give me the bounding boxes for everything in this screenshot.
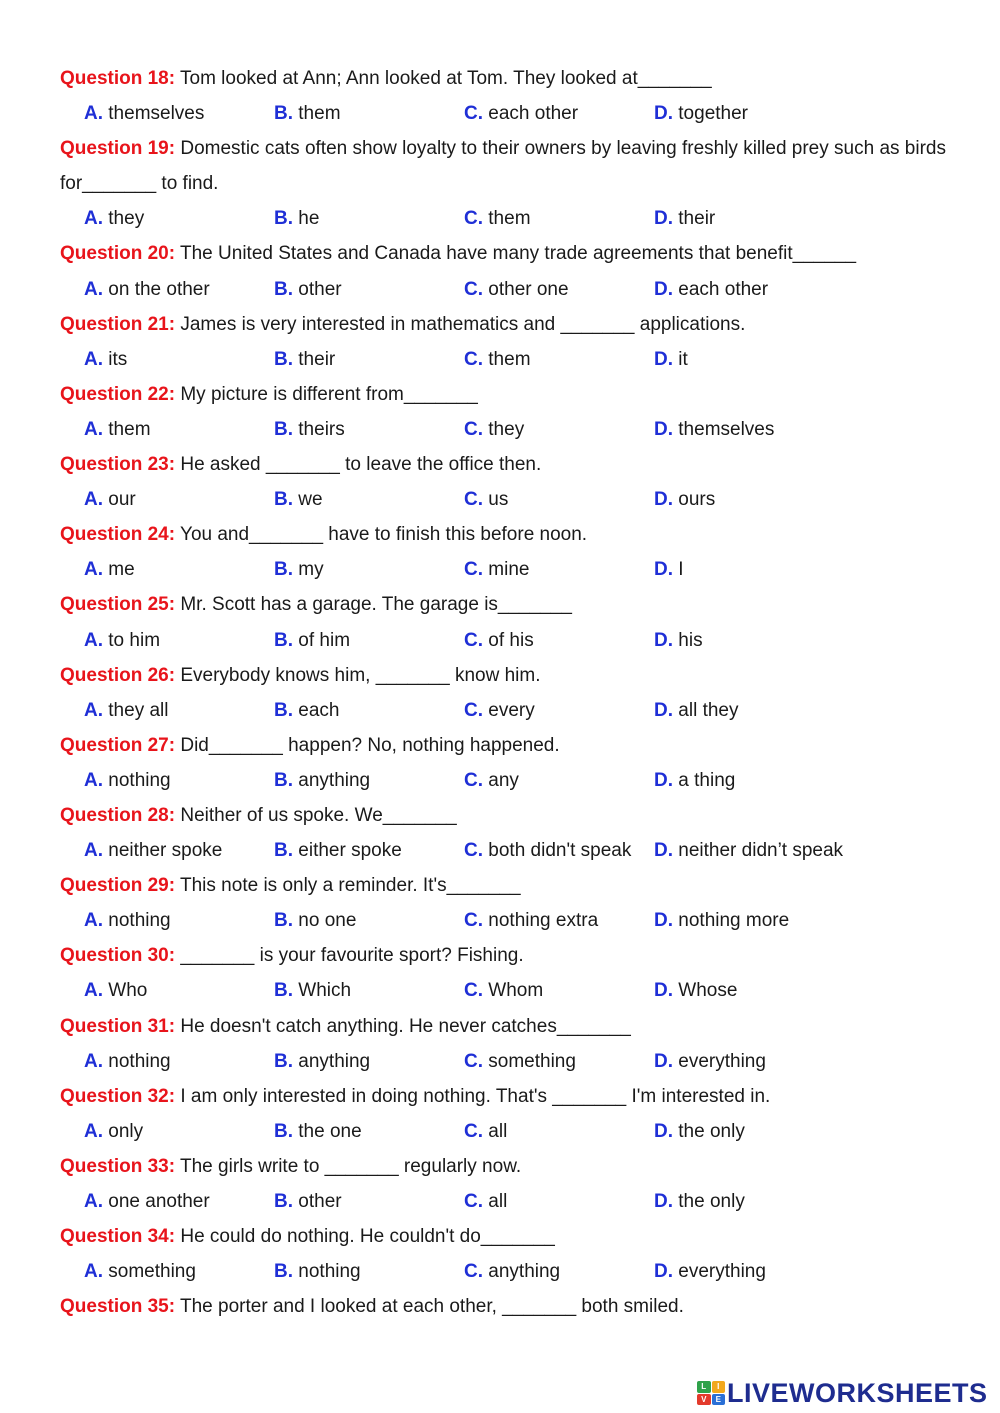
answer-option[interactable] [274,1114,362,1149]
option-text: one another [103,1191,210,1212]
answer-options [60,623,960,658]
option-text: their [673,208,716,230]
answer-option[interactable] [654,1184,745,1219]
option-letter: A. [84,208,103,230]
question-stem [60,131,960,201]
option-letter: B. [274,1050,293,1072]
answer-option[interactable] [464,973,543,1008]
question-label: Question 21: [60,313,176,335]
question-text: You and_______ have to finish this before noon. [175,524,588,546]
answer-option[interactable] [654,1044,766,1079]
answer-options [60,482,960,517]
answer-option[interactable] [654,833,843,868]
option-text: all they [673,699,739,721]
option-letter: C. [464,1191,483,1212]
question-text: He asked _______ to leave the office then. [175,454,542,476]
answer-option[interactable] [84,833,222,868]
answer-option[interactable] [274,693,339,728]
option-text: I [673,559,684,581]
option-letter: C. [464,629,483,651]
option-letter: D. [654,103,673,125]
question-stem [60,658,960,693]
answer-option[interactable] [274,833,402,868]
question-text: Domestic cats often show loyalty to their owners by leaving freshly killed prey such as birds for_______ to find. [60,138,946,195]
option-text: of his [483,629,534,651]
option-letter: B. [274,418,293,440]
answer-option[interactable] [84,96,204,131]
question-stem [60,938,960,973]
answer-option[interactable] [464,1114,507,1149]
option-text: something [483,1050,576,1072]
option-letter: A. [84,1120,103,1142]
answer-options [60,1044,960,1079]
option-letter: D. [654,348,673,370]
question-label: Question 20: [60,243,176,265]
option-letter: D. [654,1050,673,1072]
question-label: Question 27: [60,734,176,756]
answer-option[interactable] [464,693,535,728]
option-letter: C. [464,840,483,862]
option-letter: D. [654,629,673,651]
answer-option[interactable] [464,96,578,131]
answer-option[interactable] [654,693,738,728]
answer-option[interactable] [274,482,323,517]
answer-option[interactable] [274,96,341,131]
option-letter: B. [274,769,293,791]
answer-option[interactable] [274,763,370,798]
answer-option[interactable] [464,482,508,517]
answer-option[interactable] [464,763,519,798]
option-text: other [293,278,342,300]
option-text: us [483,489,509,511]
question-stem [60,1009,960,1044]
question-text: The porter and I looked at each other, _______ both smiled. [175,1296,684,1318]
option-text: nothing more [673,910,790,932]
answer-option[interactable] [654,1254,766,1289]
option-text: nothing extra [483,910,599,932]
option-text: our [103,489,136,511]
option-text: anything [293,769,371,791]
answer-option[interactable] [84,973,147,1008]
answer-option[interactable] [274,552,324,587]
question-text: My picture is different from_______ [175,383,478,405]
option-text: a thing [673,769,736,791]
logo-tile: V [697,1394,711,1406]
question-label: Question 34: [60,1226,176,1248]
answer-option[interactable] [464,412,524,447]
answer-options [60,693,960,728]
answer-options [60,1114,960,1149]
answer-option[interactable] [654,1114,745,1149]
option-letter: A. [84,418,103,440]
option-letter: D. [654,1191,673,1212]
question-label: Question 26: [60,664,176,686]
option-letter: B. [274,840,293,862]
option-text: theirs [293,418,345,440]
question-stem [60,1079,960,1114]
question-label: Question 33: [60,1155,176,1177]
brand-text: LIVEWORKSHEETS [727,1377,988,1408]
option-text: them [293,103,341,125]
question-stem [60,868,960,903]
question-label: Question 18: [60,68,176,89]
question-stem [60,1289,960,1324]
question-text: Tom looked at Ann; Ann looked at Tom. They looked at_______ [175,68,712,89]
question-stem [60,447,960,482]
answer-option[interactable] [84,342,127,377]
option-text: their [293,348,336,370]
answer-options [60,833,960,868]
answer-option[interactable] [274,903,356,938]
answer-option[interactable] [84,693,168,728]
option-letter: A. [84,559,103,581]
option-text: something [103,1261,196,1283]
option-text: nothing [293,1261,361,1283]
option-letter: D. [654,699,673,721]
option-text: they [103,208,145,230]
option-letter: B. [274,1261,293,1283]
option-text: everything [673,1050,766,1072]
answer-option[interactable] [274,973,351,1008]
option-text: each other [673,278,769,300]
option-letter: B. [274,208,293,230]
answer-option[interactable] [464,201,531,236]
option-text: it [673,348,688,370]
option-letter: B. [274,489,293,511]
option-letter: D. [654,278,673,300]
question-text: _______ is your favourite sport? Fishing. [175,945,524,967]
option-text: any [483,769,519,791]
question-stem [60,728,960,763]
option-text: on the other [103,278,210,300]
option-letter: D. [654,418,673,440]
answer-options [60,973,960,1008]
option-text: Whom [483,980,544,1002]
answer-options [60,342,960,377]
question-text: He could do nothing. He couldn't do_______ [175,1226,555,1248]
option-letter: A. [84,840,103,862]
answer-option[interactable] [464,272,569,307]
option-letter: B. [274,1191,293,1212]
answer-options [60,763,960,798]
question-stem [60,307,960,342]
option-letter: A. [84,1261,103,1283]
option-letter: B. [274,980,293,1002]
option-letter: D. [654,489,673,511]
answer-option[interactable] [464,1254,560,1289]
option-text: neither spoke [103,840,223,862]
option-letter: C. [464,559,483,581]
answer-option[interactable] [464,833,631,868]
question-stem [60,377,960,412]
option-letter: A. [84,910,103,932]
option-letter: A. [84,489,103,511]
option-letter: B. [274,629,293,651]
question-stem [60,236,960,271]
option-letter: C. [464,278,483,300]
answer-option[interactable] [654,201,715,236]
answer-option[interactable] [274,1044,370,1079]
question-label: Question 31: [60,1015,176,1037]
option-letter: D. [654,1261,673,1283]
answer-option[interactable] [84,1044,171,1079]
option-text: its [103,348,128,370]
answer-option[interactable] [84,272,210,307]
answer-option[interactable] [274,272,342,307]
option-letter: B. [274,559,293,581]
option-text: everything [673,1261,766,1283]
answer-option[interactable] [654,903,789,938]
logo-tile: E [712,1394,726,1406]
liveworksheets-brand [697,1378,988,1408]
option-letter: A. [84,1050,103,1072]
worksheet [60,61,960,1324]
option-letter: B. [274,910,293,932]
answer-option[interactable] [654,482,715,517]
option-text: both didn't speak [483,840,632,862]
answer-option[interactable] [654,272,768,307]
answer-option[interactable] [84,1114,143,1149]
option-text: other [293,1191,342,1212]
option-letter: A. [84,980,103,1002]
option-text: Who [103,980,148,1002]
option-letter: C. [464,980,483,1002]
answer-option[interactable] [84,763,171,798]
option-letter: C. [464,489,483,511]
answer-option[interactable] [654,973,737,1008]
answer-option[interactable] [84,412,151,447]
option-letter: D. [654,980,673,1002]
question-text: James is very interested in mathematics and _______ applications. [175,313,746,335]
option-text: them [483,208,531,230]
answer-option[interactable] [464,903,598,938]
option-text: ours [673,489,716,511]
option-text: only [103,1120,144,1142]
option-letter: B. [274,348,293,370]
option-text: my [293,559,324,581]
option-letter: D. [654,769,673,791]
option-letter: D. [654,208,673,230]
answer-options [60,1254,960,1289]
question-label: Question 28: [60,804,176,826]
option-text: nothing [103,1050,171,1072]
question-text: Everybody knows him, _______ know him. [175,664,541,686]
option-letter: A. [84,699,103,721]
answer-option[interactable] [654,412,774,447]
answer-options [60,201,960,236]
option-letter: D. [654,1120,673,1142]
option-text: no one [293,910,357,932]
question-text: The United States and Canada have many trade agreements that benefit______ [175,243,857,265]
option-letter: B. [274,699,293,721]
question-label: Question 30: [60,945,176,967]
answer-option[interactable] [84,623,160,658]
option-text: the only [673,1120,745,1142]
option-text: they [483,418,525,440]
question-label: Question 35: [60,1296,176,1318]
question-text: He doesn't catch anything. He never catches_______ [175,1015,631,1037]
question-label: Question 23: [60,454,176,476]
option-letter: B. [274,278,293,300]
answer-option[interactable] [654,342,688,377]
question-label: Question 25: [60,594,176,616]
option-text: all [483,1120,508,1142]
question-stem [60,587,960,622]
question-stem [60,1149,960,1184]
answer-option[interactable] [464,623,534,658]
answer-option[interactable] [654,623,703,658]
question-label: Question 32: [60,1085,176,1107]
option-letter: C. [464,348,483,370]
option-text: other one [483,278,569,300]
answer-option[interactable] [274,201,319,236]
option-text: me [103,559,135,581]
logo-tile: L [697,1381,711,1393]
answer-option[interactable] [274,1184,342,1219]
option-letter: C. [464,1050,483,1072]
option-letter: C. [464,699,483,721]
option-text: either spoke [293,840,402,862]
liveworksheets-logo-icon [697,1381,725,1405]
option-letter: C. [464,418,483,440]
option-text: every [483,699,535,721]
answer-option[interactable] [274,1254,361,1289]
answer-option[interactable] [464,552,529,587]
option-text: themselves [103,103,205,125]
option-text: nothing [103,910,171,932]
option-letter: C. [464,1261,483,1283]
question-stem [60,1219,960,1254]
option-text: anything [483,1261,561,1283]
option-letter: C. [464,208,483,230]
option-text: the one [293,1120,362,1142]
option-text: his [673,629,703,651]
option-text: we [293,489,323,511]
option-letter: A. [84,103,103,125]
answer-option[interactable] [654,552,684,587]
option-letter: D. [654,910,673,932]
option-letter: C. [464,1120,483,1142]
answer-option[interactable] [464,342,531,377]
question-label: Question 19: [60,138,176,160]
answer-option[interactable] [84,482,136,517]
option-text: them [103,418,151,440]
question-text: Neither of us spoke. We_______ [175,804,457,826]
option-text: to him [103,629,161,651]
option-letter: B. [274,1120,293,1142]
question-stem [60,61,960,96]
option-letter: D. [654,840,673,862]
option-letter: C. [464,769,483,791]
logo-tile: I [712,1381,726,1393]
question-stem [60,517,960,552]
option-text: of him [293,629,351,651]
option-text: themselves [673,418,775,440]
option-letter: A. [84,769,103,791]
option-letter: A. [84,1191,103,1212]
question-text: Did_______ happen? No, nothing happened. [175,734,560,756]
answer-options [60,1184,960,1219]
question-label: Question 29: [60,875,176,897]
answer-option[interactable] [84,1184,210,1219]
option-text: nothing [103,769,171,791]
option-letter: A. [84,348,103,370]
option-text: he [293,208,320,230]
option-text: mine [483,559,530,581]
answer-option[interactable] [84,201,144,236]
answer-option[interactable] [84,903,171,938]
option-letter: A. [84,629,103,651]
option-text: Whose [673,980,738,1002]
option-text: neither didn’t speak [673,840,844,862]
answer-option[interactable] [84,552,135,587]
option-text: the only [673,1191,745,1212]
question-text: The girls write to _______ regularly now. [175,1155,522,1177]
question-text: Mr. Scott has a garage. The garage is_______ [175,594,572,616]
answer-options [60,903,960,938]
option-letter: D. [654,559,673,581]
answer-options [60,96,960,131]
answer-options [60,412,960,447]
answer-option[interactable] [464,1184,507,1219]
answer-option[interactable] [654,763,735,798]
option-letter: B. [274,103,293,125]
answer-options [60,272,960,307]
option-letter: C. [464,103,483,125]
answer-option[interactable] [274,623,350,658]
answer-option[interactable] [84,1254,196,1289]
option-text: them [483,348,531,370]
answer-option[interactable] [464,1044,576,1079]
question-text: I am only interested in doing nothing. That's _______ I'm interested in. [175,1085,771,1107]
answer-option[interactable] [654,96,748,131]
question-stem [60,798,960,833]
option-text: together [673,103,748,125]
option-text: anything [293,1050,371,1072]
answer-option[interactable] [274,412,345,447]
question-text: This note is only a reminder. It's_______ [175,875,521,897]
option-text: each [293,699,340,721]
answer-options [60,552,960,587]
question-label: Question 24: [60,524,176,546]
question-label: Question 22: [60,383,176,405]
option-text: they all [103,699,169,721]
option-letter: A. [84,278,103,300]
option-text: Which [293,980,352,1002]
answer-option[interactable] [274,342,335,377]
option-letter: C. [464,910,483,932]
option-text: all [483,1191,508,1212]
option-text: each other [483,103,579,125]
